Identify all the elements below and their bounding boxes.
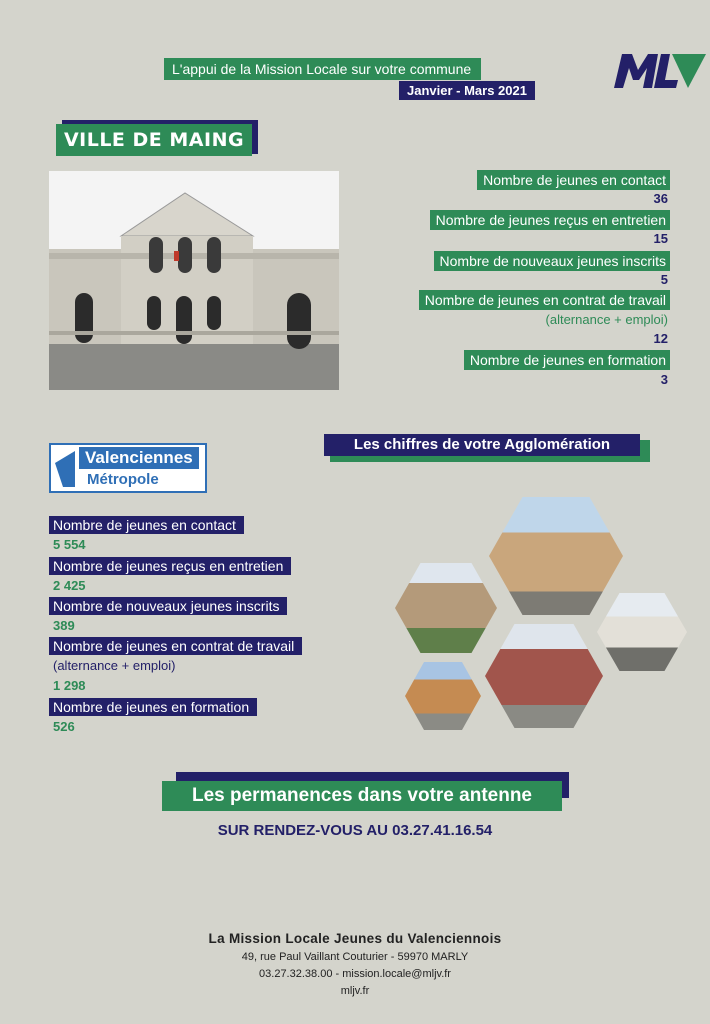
header-subtitle: L'appui de la Mission Locale sur votre commune	[164, 58, 481, 80]
valenciennes-metropole-logo	[49, 443, 207, 493]
town-stat-work-label: Nombre de jeunes en contrat de travail	[419, 290, 670, 310]
hex-photo-white-building	[597, 593, 687, 671]
town-stat-interview-label: Nombre de jeunes reçus en entretien	[430, 210, 670, 230]
town-stat-work-note: (alternance + emploi)	[545, 312, 668, 327]
metropole-sub: Métropole	[87, 471, 159, 488]
agglo-stat-training-label: Nombre de jeunes en formation	[49, 698, 257, 716]
town-stat-contact-value: 36	[653, 191, 668, 206]
agglo-stat-training-value: 526	[53, 719, 75, 734]
appointment-line: SUR RENDEZ-VOUS AU 03.27.41.16.54	[217, 822, 493, 839]
town-stat-new-label: Nombre de nouveaux jeunes inscrits	[434, 251, 670, 271]
header-period: Janvier - Mars 2021	[399, 81, 535, 100]
metropole-mark-icon	[53, 449, 77, 489]
page-title: VILLE DE MAING	[56, 124, 252, 156]
town-stat-interview-value: 15	[653, 231, 668, 246]
permanences-title: Les permanences dans votre antenne	[162, 781, 562, 811]
hex-photo-school	[405, 662, 481, 730]
agglo-stat-contact-value: 5 554	[53, 537, 86, 552]
agglo-title: Les chiffres de votre Agglomération	[324, 434, 640, 456]
agglo-stat-interview-value: 2 425	[53, 578, 86, 593]
agglo-stat-new-label: Nombre de nouveaux jeunes inscrits	[49, 597, 287, 615]
mljv-logo	[612, 50, 708, 90]
metropole-name: Valenciennes	[79, 447, 199, 469]
hex-photo-mansion	[395, 563, 497, 653]
footer-website: mljv.fr	[340, 985, 370, 997]
agglo-stat-work-note: (alternance + emploi)	[53, 658, 176, 673]
agglo-stat-new-value: 389	[53, 618, 75, 633]
agglo-stat-work-label: Nombre de jeunes en contrat de travail	[49, 637, 302, 655]
agglo-stat-contact-label: Nombre de jeunes en contact	[49, 516, 244, 534]
footer-contact: 03.27.32.38.00 - mission.locale@mljv.fr	[259, 968, 451, 980]
hex-photo-city-hall	[489, 497, 623, 615]
footer-organization: La Mission Locale Jeunes du Valenciennois	[208, 931, 502, 946]
town-stat-contact-label: Nombre de jeunes en contact	[477, 170, 670, 190]
town-stat-training-value: 3	[660, 372, 668, 387]
hex-photo-brick-building	[485, 624, 603, 728]
town-hall-photo	[49, 171, 339, 390]
town-stat-new-value: 5	[660, 272, 668, 287]
town-stat-work-value: 12	[653, 331, 668, 346]
town-stat-training-label: Nombre de jeunes en formation	[464, 350, 670, 370]
agglo-stat-work-value: 1 298	[53, 678, 86, 693]
footer-address: 49, rue Paul Vaillant Couturier - 59970 MARLY	[241, 951, 469, 963]
agglo-stat-interview-label: Nombre de jeunes reçus en entretien	[49, 557, 291, 575]
